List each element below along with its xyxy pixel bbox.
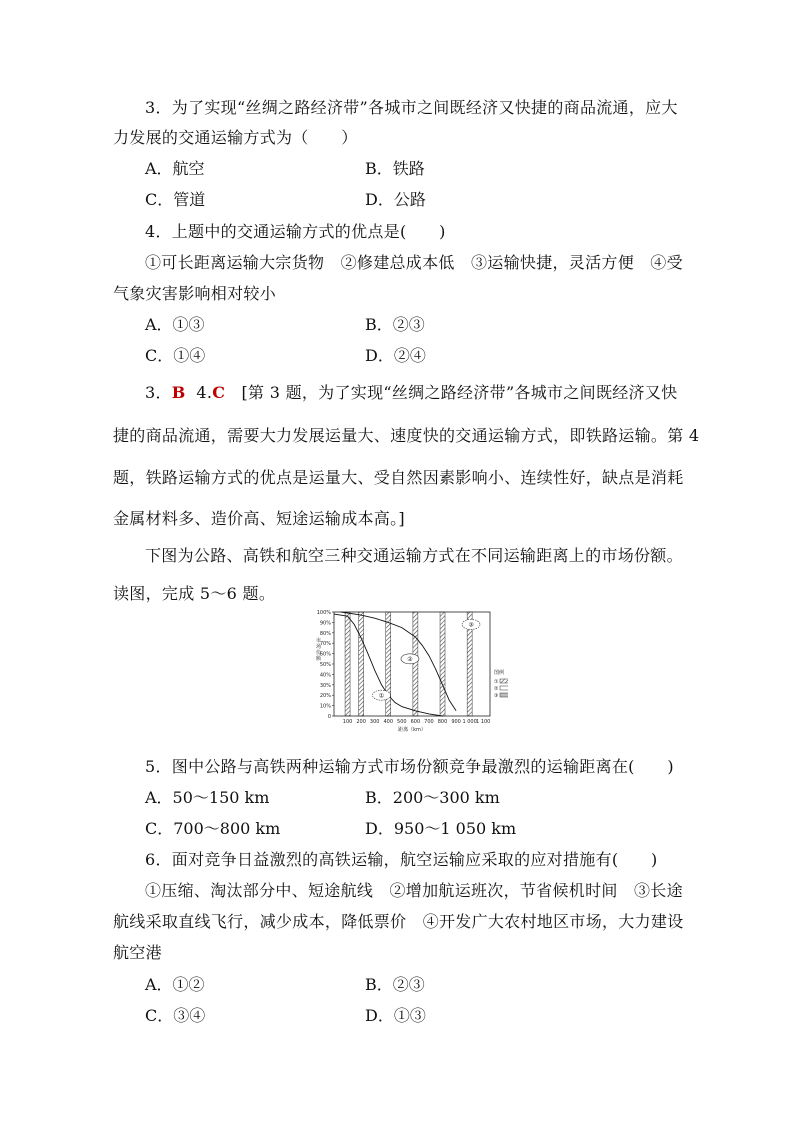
legend-title: 图例 xyxy=(494,670,505,676)
y-tick-label: 30% xyxy=(319,682,331,689)
q3-option-c: C．管道 xyxy=(145,190,206,209)
answer-3: B xyxy=(171,383,186,402)
y-tick-label: 60% xyxy=(319,651,331,658)
q3-stem-line1: 3．为了实现“丝绸之路经济带”各城市之间既经济又快捷的商品流通，应大 xyxy=(145,98,678,117)
answer-explanation-start: [第 3 题，为了实现“丝绸之路经济带”各城市之间既经济又快 xyxy=(241,383,678,402)
x-tick-label: 400 xyxy=(383,719,394,725)
legend-swatch-3 xyxy=(500,693,508,697)
q5-option-a: A．50～150 km xyxy=(145,788,270,807)
q6-option-a: A．①② xyxy=(145,975,205,994)
x-tick-label: 500 xyxy=(397,719,407,725)
y-tick-label: 80% xyxy=(319,630,331,637)
y-tick-label: 40% xyxy=(319,672,331,679)
y-tick-label: 0 xyxy=(327,714,331,720)
q6-option-d: D．①③ xyxy=(365,1006,426,1025)
region-label-1: ① xyxy=(378,692,385,700)
x-tick-label: 1 100 xyxy=(476,719,491,725)
q4-stem-line3: 气象灾害影响相对较小 xyxy=(113,284,277,303)
answer-prefix: 3． xyxy=(145,383,172,402)
q4-option-c: C．①④ xyxy=(145,346,206,365)
q6-stem-line4: 航空港 xyxy=(113,943,162,962)
x-tick-label: 700 xyxy=(424,719,434,725)
answer-line1 xyxy=(145,383,677,403)
q6-stem-line1: 6．面对竞争日益激烈的高铁运输，航空运输应采取的应对措施有( ) xyxy=(145,850,658,869)
q5-option-c: C．700～800 km xyxy=(145,819,281,838)
q6-option-c: C．③④ xyxy=(145,1006,206,1025)
q5-option-b: B．200～300 km xyxy=(365,788,500,807)
q6-stem-line2: ①压缩、淘汰部分中、短途航线 ②增加航运班次，节省候机时间 ③长途 xyxy=(145,881,683,900)
answer-4: C xyxy=(212,383,226,402)
chart-band-2 xyxy=(359,612,364,716)
x-tick-label: 1 000 xyxy=(462,719,477,725)
region-label-3: ③ xyxy=(468,621,474,629)
y-tick-label: 50% xyxy=(319,662,331,668)
intro-line1: 下图为公路、高铁和航空三种交通运输方式在不同运输距离上的市场份额。 xyxy=(145,546,683,565)
answer-sep: 4. xyxy=(196,383,213,402)
q4-stem-line2: ①可长距离运输大宗货物 ②修建总成本低 ③运输快捷，灵活方便 ④受 xyxy=(145,253,683,272)
answer-line2: 捷的商品流通，需要大力发展运量大、速度快的交通运输方式，即铁路运输。第 4 xyxy=(113,426,700,445)
q3-option-a: A．航空 xyxy=(145,159,205,178)
x-tick-label: 200 xyxy=(356,719,366,725)
y-tick-label: 10% xyxy=(319,703,331,710)
legend-item-label-3: ③ xyxy=(494,693,499,699)
q4-option-a: A．①③ xyxy=(145,315,205,334)
x-tick-label: 800 xyxy=(437,719,448,725)
region-label-2: ② xyxy=(407,656,413,663)
series-line-2 xyxy=(341,612,456,711)
legend-swatch-2 xyxy=(500,686,508,690)
chart-band-5 xyxy=(440,612,445,716)
q3-stem-line2: 力发展的交通运输方式为（ ） xyxy=(113,128,358,147)
q5-option-d: D．950～1 050 km xyxy=(365,819,517,838)
q6-stem-line3: 航线采取直线飞行，减少成本，降低票价 ④开发广大农村地区市场，大力建设 xyxy=(113,912,684,931)
q3-option-b: B．铁路 xyxy=(365,159,425,178)
y-tick-label: 100% xyxy=(316,610,331,616)
legend-item-label-2: ② xyxy=(494,686,499,692)
chart-band-4 xyxy=(413,612,418,716)
legend-item-label-1: ① xyxy=(494,679,499,685)
y-axis-label: 市场份额 xyxy=(316,638,322,662)
chart-band-3 xyxy=(386,612,391,716)
q4-stem-line1: 4．上题中的交通运输方式的优点是( ) xyxy=(145,222,446,241)
y-tick-label: 90% xyxy=(319,620,331,627)
x-axis-label: 距离（km） xyxy=(398,727,426,733)
x-tick-label: 100 xyxy=(342,719,353,725)
legend-swatch-1 xyxy=(500,679,508,683)
answer-line3: 题，铁路运输方式的优点是运量大、受自然因素影响小、连续性好，缺点是消耗 xyxy=(113,468,684,487)
y-tick-label: 20% xyxy=(319,693,331,700)
answer-line4: 金属材料多、造价高、短途运输成本高。] xyxy=(113,509,405,528)
y-tick-label: 70% xyxy=(319,641,331,648)
x-tick-label: 600 xyxy=(410,719,421,725)
q6-option-b: B．②③ xyxy=(365,975,425,994)
q4-option-b: B．②③ xyxy=(365,315,425,334)
x-tick-label: 900 xyxy=(451,719,461,725)
market-share-chart xyxy=(308,608,508,736)
intro-line2: 读图，完成 5～6 题。 xyxy=(113,584,276,603)
chart-band-1 xyxy=(345,612,350,716)
x-tick-label: 300 xyxy=(369,719,380,725)
q3-option-d: D．公路 xyxy=(365,190,426,209)
q5-stem: 5．图中公路与高铁两种运输方式市场份额竞争最激烈的运输距离在( ) xyxy=(145,757,674,776)
q4-option-d: D．②④ xyxy=(365,346,426,365)
